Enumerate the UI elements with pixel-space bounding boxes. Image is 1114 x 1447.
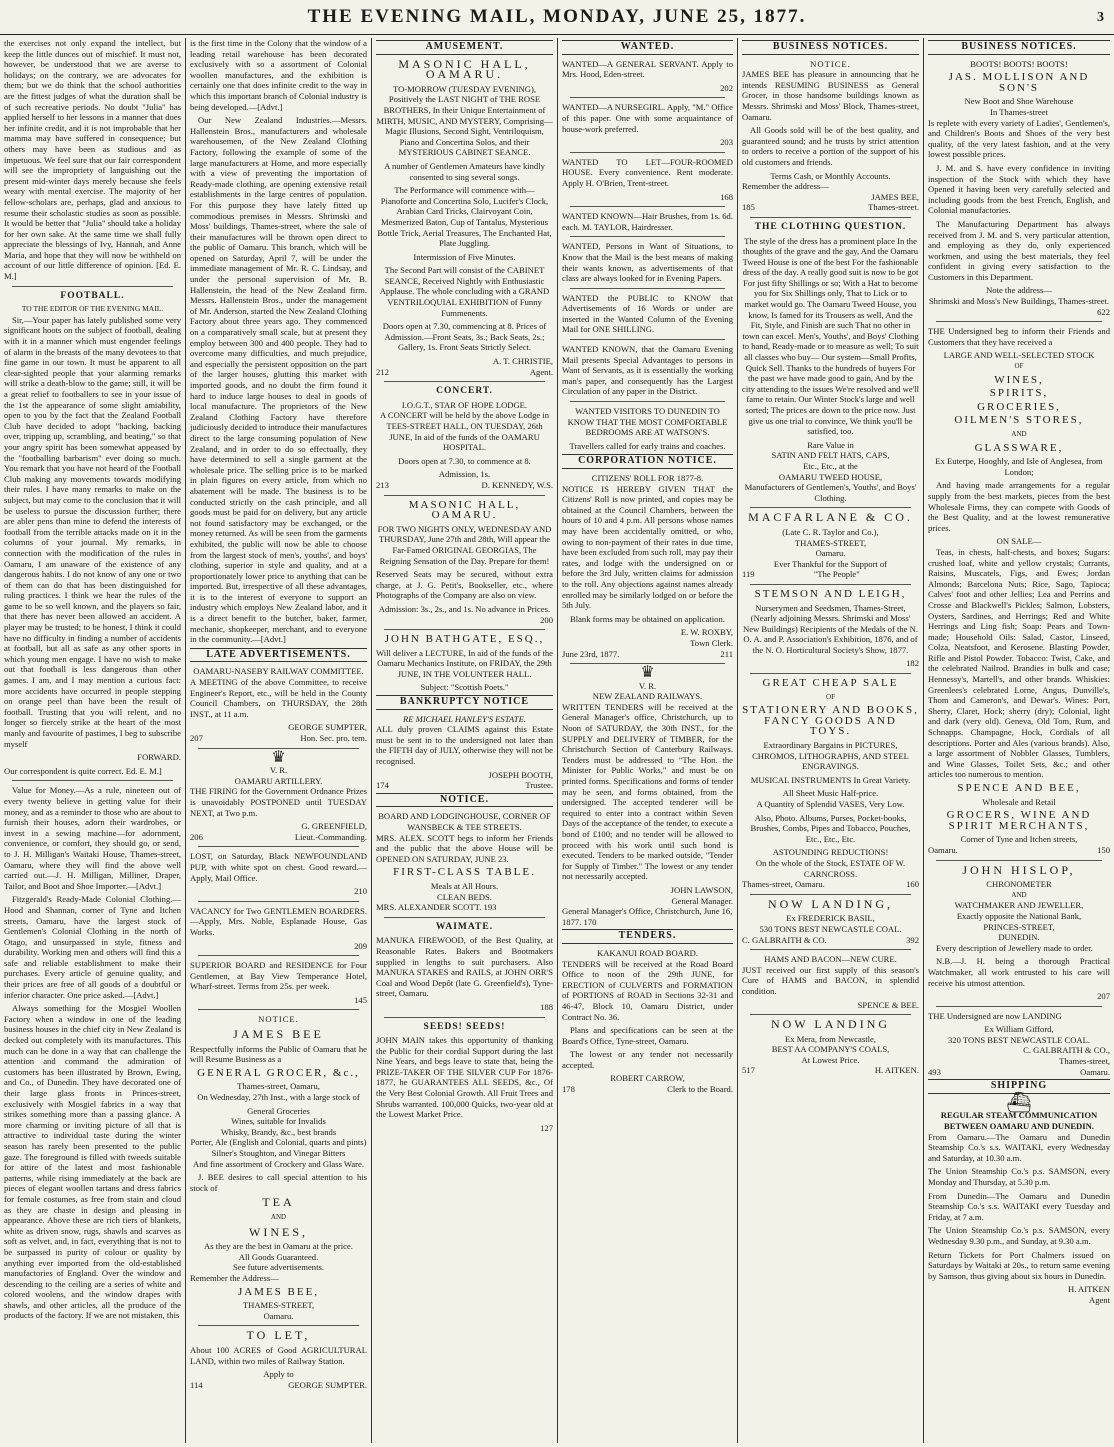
divider <box>384 1017 545 1018</box>
royal-crest-icon: ♛ <box>640 664 655 682</box>
ad-number: 392 <box>906 934 919 945</box>
column-4 <box>558 38 738 1443</box>
ad-number: 119 <box>742 569 755 580</box>
bee-name: JAMES BEE, <box>871 191 919 202</box>
to-let-apply: Apply to <box>263 1369 294 1380</box>
woollen-paragraph-cont: is the first time in the Colony that the window of a leading retail warehouse has been decorated exclusively with so a assortment of Colonial woollen manufactures, and the exhibition is certainly one that does infinite credit to the way in which this important branch of Colonial industry is being developed.—[Advt.] <box>190 38 367 112</box>
ad-number: 182 <box>906 658 919 669</box>
column-1 <box>0 38 186 1443</box>
bee-remember: Remember the Address— <box>190 1272 279 1283</box>
divider <box>750 673 911 674</box>
james-bee-name: JAMES BEE <box>233 1027 324 1042</box>
divider <box>198 955 359 956</box>
und-ships: Ex Euterpe, Hooghly, and Isle of Anglesea, from London; <box>935 456 1103 477</box>
hislop-nb: N.B.—J. H. being a thorough Practical Watchmaker, all work entrusted to his care will receive his utmost attention. <box>928 956 1110 988</box>
ad-number: 206 <box>190 831 203 842</box>
galbraith-street: Thames-street, <box>1059 1056 1110 1067</box>
wanted-to-let: WANTED TO LET—FOUR-ROOMED HOUSE. Every convenience. Rent moderate. Apply H. O'Brien, Trent-street. <box>562 156 733 188</box>
masonic-interval: Intermission of Five Minutes. <box>413 251 516 262</box>
wanted-servant: WANTED—A GENERAL SERVANT. Apply to Mrs. Hood, Eden-street. <box>562 58 733 80</box>
ad-number: 170 <box>583 916 597 927</box>
spence-bee-town: Oamaru. <box>928 844 958 855</box>
divider <box>384 495 545 496</box>
divider <box>936 1006 1102 1007</box>
georgias-body: FOR TWO NIGHTS ONLY, WEDNESDAY AND THURSDAY, June 27th and 28th, Will appear the Far-Famed ORIGINAL GEORGIAS, The Reigning Sensation of the Day. Prepare for them! <box>377 523 552 566</box>
ad-number: 207 <box>190 733 203 743</box>
ad-number: 203 <box>720 137 733 148</box>
stemson-body: (Nearly adjoining Messrs. Shrimski and Moss' New Buildings) Recipients of the Medals of the N. O. A. and P. Association's Exhibition, 1876, and of the N. O. Horticultural Society's Show, 1877. <box>743 613 918 655</box>
nz-railways-body: WRITTEN TENDERS will be received at the General Manager's office, Christchurch, up to Noon of SATURDAY, the 30th INST., for the SUPPLY and DELIVERY of TIMBER, for the Christchurch Section of Canterbury Railways. Tenders must be addressed to "The Hon. the Minister for Public Works," and must be on printed forms. Specifications and forms of tender may be seen, and forms obtained, from the undersigned. The accepted tenderer will be required to enter into a contract within Seven Days of the acceptance of the tender, to execute a bond of £100; and no tender will be allowed to proceed with his work until such bond is executed. Tenders to be marked outside, "Tender for Supply of Timber." The lowest or any tender not necessarily accepted. <box>562 701 733 882</box>
to-let-signature: GEORGE SUMPTER. <box>288 1379 367 1390</box>
ad-number: 209 <box>354 940 367 951</box>
bee-special: J. BEE desires to call special attention to his stock of <box>190 1172 367 1193</box>
shipping-samson-2: The Union Steamship Co.'s p.s. SAMSON, every Wednesday 9.30 p.m., and Sunday, at 9.30 a.m. <box>928 1225 1110 1246</box>
newcastle-coal: 320 TONS BEST NEWCASTLE COAL. <box>947 1034 1091 1045</box>
bankruptcy-body: ALL duly proven CLAIMS against this Estate must be sent in to the undersigned not later than the FIFTH day of JULY, otherwise they will not be recognised. <box>376 724 553 767</box>
bee-tea: TEA <box>262 1195 295 1210</box>
kakanui-lowest: The lowest or any tender not necessarily accepted. <box>562 1049 733 1070</box>
on-sale-heading: ON SALE— <box>996 536 1042 547</box>
wanted-known-mail: WANTED KNOWN, that the Oamaru Evening Mail presents Special Advantages to persons in Want of Servants, as it is essentially the working man's paper, and consequently has the Largest Circulation of any paper in the District. <box>562 344 733 397</box>
mollison-street: In Thames-street <box>990 106 1048 117</box>
divider <box>750 949 911 950</box>
gc-musical: MUSICAL INSTRUMENTS In Great Variety. <box>750 774 911 785</box>
ad-number: 168 <box>720 191 733 202</box>
masonic-performance: The Performance will commence with— Pianoforte and Concertina Solo, Lucifer's Clock, Arabian Card Tricks, Clairvoyant Coin, Mesmerized Baton, Cup of Tantalus, Mysterious Bottle Trick, Aerial Treasures, The Enchanted Hat, Plate Juggling. <box>377 185 552 249</box>
mollison-body-2: J. M. and S. have every confidence in inviting inspection of the Stock with which they have Opened it having been very carefully selected and including goods from the best French, English, and Colonial manufactories. <box>928 162 1110 216</box>
bathgate-lecture: Will deliver a LECTURE, In aid of the funds of the Oamaru Mechanics Institute, on FRIDAY, the 29th JUNE, IN THE VOLUNTEER HALL. <box>376 647 553 679</box>
ad-number: 212 <box>376 366 389 377</box>
masonic-role: Agent. <box>529 366 553 377</box>
undersigned-intro: THE Undersigned beg to inform their Friends and Customers that they have received a <box>928 326 1110 347</box>
ad-number: 150 <box>1097 844 1110 855</box>
waimate-heading: WAIMATE. <box>435 921 494 932</box>
und-glassware: GLASSWARE, <box>974 441 1064 454</box>
ad-number: 178 <box>562 1084 575 1095</box>
hams-bacon-body: JUST received our first supply of this season's Cure of HAMS and BACON, in splendid condition. <box>742 964 919 996</box>
concert-body: A CONCERT will be held by the above Lodge in TEES-STREET HALL, ON TUESDAY, 26th JUNE, In aid of the funds of the OAMARU HOSPITAL. <box>379 410 550 453</box>
undersigned-landing: THE Undersigned are now LANDING <box>928 1010 1062 1021</box>
tenders-heading: TENDERS. <box>562 929 733 944</box>
masonic-hall-title: MASONIC HALL, OAMARU. <box>398 56 531 82</box>
notice-heading: NOTICE. <box>258 1014 299 1025</box>
iogt-title: I.O.G.T., STAR OF HOPE LODGE. <box>401 399 528 410</box>
now-landing-2-title: NOW LANDING <box>770 1017 891 1032</box>
james-bee-notice: JAMES BEE has pleasure in announcing that he intends RESUMING BUSINESS as General Grocer, in those handsome buildings known as Messrs. Shrimski and Moss' Block, Thames-street, Oamaru. <box>742 69 919 122</box>
bee-and: AND <box>270 1212 287 1221</box>
stationery-books: STATIONERY AND BOOKS, FANCY GOODS AND TOYS. <box>742 704 919 738</box>
ad-number: 114 <box>190 1379 203 1390</box>
georgias-admission: Admission: 3s., 2s., and 1s. No advance in Prices. <box>378 603 551 614</box>
mollison-title: JAS. MOLLISON AND SON'S <box>948 71 1090 94</box>
tweed-manufacturers: Manufacturers of Gentlemen's, Youths', and Boys' Clothing. <box>744 482 917 503</box>
vacancy-ad: VACANCY for Two GENTLEMEN BOARDERS.—Apply, Mrs. Noble, Esplanade House, Gas Works. <box>190 905 367 937</box>
gc-also: Also, Photo. Albums, Purses, Pocket-books, Brushes, Combs, Pipes and Tobacco, Pouches, Etc., Etc., Etc. <box>750 812 911 844</box>
divider <box>570 339 725 340</box>
board-lodging-body: MRS. ALEX. SCOTT begs to inform her Friends and the public that the above House will be OPENED ON SATURDAY, JUNE 23. <box>376 832 553 864</box>
bee-grocer: GENERAL GROCER, &c., <box>197 1066 360 1079</box>
hislop-opposite: Exactly opposite the National Bank, <box>956 910 1082 921</box>
macfarlane-street: THAMES-STREET, <box>794 537 867 548</box>
ad-number: 185 <box>742 202 755 213</box>
mollison-body-3: The Manufacturing Department has always received from J. M. and S. very particular attention, and employing as they do, only experienced workmen, and using the best materials, they feel confident in giving every satisfaction to the Customers in this Department. <box>928 218 1110 282</box>
colonial-clothing-paragraph: Fitzgerald's Ready-Made Colonial Clothing.—Hood and Shannan, corner of Tyne and Itchen streets, Oamaru, have the largest stock of Gentlemen's Colonial Clothing in the north of Otago, and unsurpassed in style, fitness and durability. Working men and others will find this a safe and reliable establishment to make their purchases. Every article of genuine quality, and their prices are free of all goods of a doubtful or inferior character. One price asked.—[Advt.] <box>4 894 181 1000</box>
shipping-heading: SHIPPING <box>928 1079 1110 1094</box>
bee-intro: Respectfully informs the Public of Oamaru that he will Resume Business as a <box>190 1043 367 1065</box>
nzr-office: General Manager's Office, Christchurch, June 16, 1877. <box>562 906 733 927</box>
royal-crest-icon: ♛ <box>271 748 286 766</box>
terms-cash: Terms Cash, or Monthly Accounts. <box>770 170 891 181</box>
james-bee-goods: All Goods sold will be of the best quality, and guaranteed sound; and he trusts by strict attention to orders to receive a portion of the support of his old customers and friends. <box>742 125 919 167</box>
nz-industries-paragraph: Our New Zealand Industries.—Messrs. Hallenstein Bros., manufacturers and wholesale warehousemen, of the New Zealand Clothing Factory, following the example of some of the large manufacturers at Home, and more especially with a view of preventing the importation of Ready-made clothing, are opening extensive retail establishments in the large centres of population. For this purpose they have lately fitted up commodious premises in Messrs. Shrimski and Moss' buildings, Thames-street, where the sale of their manufactures will be thrown open direct to the public of Oamaru. This branch, which will be opened on Saturday, April 7, will be under the immediate management of Mr. R. C. Lindsay, and under the personal supervision of Mr. B. Hallenstein, the head of the New Zealand firm. Messrs. Hallenstein Bros., under the management of Mr. Anderson, started the New Zealand Clothing Factory about three years ago. They commenced on a comparatively small scale, but at present they employ between 300 and 400 people. They had to overcome many difficulties, and much prejudice, and especially the persistent opposition on the part of the larger houses, glutting this market with imported goods, and no doubt the firm found it hard to induce large houses to deal in goods of local manufacture. The proprietors of the New Zealand Clothing Factory have therefore judiciously decided to introduce their manufactures direct to the large consuming population of New Zealand, and in order to do so effectually, they have determined to sell a single garment at the wholesale price. The selling price is to be marked in plain figures on every article, from which no abatement will be made. The business is to be conducted strictly on the cash principle, and all goods must be paid for on delivery, but any article not found satisfactory may be exchanged, or the money returned. As will be seen from the garments exhibited, the public will now be able to choose from the largest stock of men's, youths', and boys' clothing, superior in style and quality, and at a proportionately lower price to anything that can be imported. But, irrespective of all these advantages, it is to the interest of everyone to support an industry which employs New Zealand labor, and it is a direct benefit to the butcher, baker, farmer, mechanic, shopkeeper, merchant, and to everyone in the community.—[Advt.] <box>190 115 367 645</box>
artillery-role: Lieut.-Commanding. <box>294 831 367 842</box>
concert-heading: CONCERT. <box>436 386 493 397</box>
macfarlane-people: "The People" <box>813 569 860 580</box>
editorial-text: the exercises not only expand the intellect, but keep the little dunces out of mischief. It must not, however, be understood that we are averse to holidays; on the contrary, we are advocates for them; but we do think that the school authorities are the fittest judges of what the duration shall be of such recreative periods. No doubt "Julia" has applied herself to her lessons in a manner that does her infinite credit, and it is not improbable that her mamma may have suffered in consequence; but others may have been as studious and as impetuous. We feel sure that our fair correspondent will see the impropriety of languishing out the present mid-winter days merely because she feels weary with mental exercise. The majority of her fellow-scholars are, perhaps, glad and anxious to resume their scholastic studies as soon as possible. It would be better that "Julia" should take a holiday for her own sake. At the same time we shall fully appreciate the blessings of Ivy, Hannah, and Anne Maria, and hope that they will now be withheld on account of our little difference of opinion. [Ed. E. M.] <box>4 38 181 282</box>
football-letter: Sir,—Your paper has lately published some very significant hoots on the subject of football, dealing with it in a manner which must engender feelings of alarm in the breasts of the many devotees to that fine game in our town. It must be apparent to all clear-sighted people that your alarming remarks will strike a death-blow to the game; still, it will be a great relief to footballers to see in your issue of the 1st the appearance of some slight amiability, open to you by the fact that the Zealand Football Club have decided to adopt "hacking, backing over, tripping up, scrambling, and beating," so that your angry spirit has been somewhat appeased by the "footballing barbarism" ever doing so much. You remark that you have not heard of the Football Club making any movements towards modifying their rules. I have many remarks to make on the subject, but may come to the conclusion that it will be useless to pursue the discussion further; there are abler pens than mine to defend the interests of football from the terrible attacks made on it in the columns of your journal. My remarks, in connection with the modification of the rules in Oamaru, I am unaware of the existence of any dangerous habits. I do not know of any one or two of them can do that has been distinguished for ruling practices. I think we hear the rules of the game to be so well known, and the players so fair, that there has never been allowed an accident. A player may be trusted; to be honest, I think it could have no difficulty in finding a number of accidents at football, but all as safe as any other sports in which young men engage. I have no wish to make out that football is less dangerous than other games. I am, and I may mention a curious fact: more accidents have occurred in people stepping on orange peel than have been the result of football. Trusting that you will relent, and no longer so fiercely strike at the heart of the most manly and favourite of pastimes, I beg to subscribe myself <box>4 314 181 749</box>
amusement-heading: AMUSEMENT. <box>376 40 553 55</box>
ad-number: 211 <box>720 648 733 659</box>
ad-number: 174 <box>376 780 389 791</box>
bee-town: Oamaru. <box>263 1310 294 1321</box>
masonic-doors: Doors open at 7.30, commencing at 8. Prices of Admission.—Front Seats, 3s.; Back Seats, 2s.; Gallery, 1s. Front Seats Strictly Select. <box>382 321 547 353</box>
divider <box>384 629 545 630</box>
divider <box>570 401 725 402</box>
und-oilmen: OILMEN'S STORES, <box>954 414 1084 427</box>
divider <box>570 97 725 98</box>
divider <box>750 1014 911 1015</box>
macfarlane-thanks: Ever Thankful for the Support of <box>773 558 888 569</box>
artillery-body: THE FIRING for the Government Ordnance Prizes is unavoidably POSTPONED until TUESDAY NEXT, at Two p.m. <box>190 786 367 818</box>
concert-signature: D. KENNEDY, W.S. <box>481 479 553 490</box>
kakanui-title: KAKANUI ROAD BOARD. <box>597 947 698 958</box>
masonic-signature: A. T. CHRISTIE, <box>492 356 553 367</box>
galbraith-signature: C. GALBRAITH & CO. <box>742 934 827 945</box>
ad-number: 127 <box>540 1122 553 1133</box>
gc-address: Thames-street, Oamaru. <box>742 879 825 890</box>
gc-estate: On the whole of the Stock, ESTATE OF W. CARNCROSS. <box>755 857 906 879</box>
bee-future: See future advertisements. <box>233 1262 324 1273</box>
letter-signature: FORWARD. <box>137 752 181 763</box>
gc-sheet-music: All Sheet Music Half-price. <box>782 788 879 799</box>
stemson-sub: Nurserymen and Seedsmen, Thames-Street, <box>755 602 906 613</box>
value-for-money-paragraph: Value for Money.—As a rule, nineteen out of every twenty believe in getting value for their money, and as a reminder to those who are about to furnish their houses, adorn their wardrobes, or invest in a sewing machine—for adornment, convenience, or comfort, they should go, or send, to J. H. Milligan's Waitaki House, Thames-street, Oamaru, where they will find the above well carried out.—J. H. Milligan, Milliner, Draper, Tailor, and Boot and Shoe Importer.—[Advt.] <box>4 785 181 891</box>
wanted-visitors: WANTED VISITORS TO DUNEDIN TO KNOW THAT THE MOST COMFORTABLE BEDROOMS ARE AT WATSON'S. <box>567 406 728 438</box>
citizens-roll-body: NOTICE IS HEREBY GIVEN THAT the Citizens' Roll is now printed, and copies may be obtained at the Council Chambers, between the hours of 10 and 4 p.m. All persons whose names may have been accidentally omitted, or who, owing to non-payment of their rates in due time, have been excluded from such roll, may pay their rates, and lodge with the undersigned on or before the 3rd July, written claims for admission to the roll. Any objections against names already enrolled may be similarly lodged on or before the 5th July. <box>562 483 733 611</box>
divider <box>936 321 1102 322</box>
clothing-poem: The style of the dress has a prominent place In the thoughts of the grave and the gay, And the Oamaru Tweed House is one of the best For the fashionable dress of the day. A really good suit is now to be got For just fifty Shillings or so; With a Hat to become you for Six Shillings only, That to Lick or to market would go. The Oamaru Tweed House, you know, Is famed for its Trousers as well, And the Fit, Style, and Finish are such That no other in town can excel. Men's, Youths', and Boys' Clothing to hand, Ready-made or to measure as well; To suit all classes who buy— Our system—Small Profits, Quick Sell. Thanks to the hundreds of buyers For the past we have made good to gain, And by the city attending to the issues We're resolved and we'll fame to retain. Our Winter Stock's large and well sorted; The prices are down to the price now. Just give us one trial to convince, We think you'll be satisfied, too. <box>742 235 919 437</box>
mollison-sub: New Boot and Shoe Warehouse <box>964 96 1074 107</box>
georgias-reserved: Reserved Seats may be secured, without extra charge, at J. G. Petit's, Bookseller, etc., where Photographs of the Company are also on view. <box>376 569 553 601</box>
divider <box>384 381 545 382</box>
bathgate-subject: Subject: "Scottish Poets." <box>420 682 509 693</box>
railway-committee-body: A MEETING of the above Committee, to receive Engineer's Report, etc., will be held in the County Council Chambers, on THURSDAY, the 28th INST., at 11 a.m. <box>190 677 367 719</box>
ad-number: 622 <box>1097 306 1110 317</box>
football-heading: FOOTBALL. <box>60 290 125 301</box>
kakanui-plans: Plans and specifications can be seen at the Board's Office, Tyne-street, Oamaru. <box>562 1025 733 1046</box>
railway-signature: GEORGE SUMPTER, <box>288 722 367 733</box>
divider <box>750 894 911 895</box>
etc-at-the: Etc., Etc., at the <box>803 460 858 471</box>
und-and: AND <box>1011 430 1027 438</box>
divider <box>570 236 725 237</box>
vr-mark: V. R. <box>638 680 657 691</box>
masonic-second-part: The Second Part will consist of the CABINET SEANCE, Received Nightly with Enthusiastic Applause. The whole concluding with a GRAND VENTRILOQUIAL EXHIBITION of Funny Fummenents. <box>379 265 550 318</box>
shipping-return-tickets: Return Tickets for Port Chalmers issued on Saturdays by Waitaki at 20s., to return same evening by Samson, thus giving about six hours in Dunedin. <box>928 1249 1110 1281</box>
ad-number: 493 <box>928 1066 941 1077</box>
wanted-heading: WANTED. <box>562 40 733 55</box>
notice-heading: NOTICE. <box>810 58 851 69</box>
page-number: 3 <box>1097 10 1104 25</box>
kakanui-signature: ROBERT CARROW, <box>610 1073 685 1084</box>
bee-street: Thames-street. <box>868 202 919 213</box>
wanted-nursegirl: WANTED—A NURSEGIRL. Apply, "M." Office of this paper. One with some acquaintance of house-work preferred. <box>562 102 733 134</box>
masonic-hall-body: TO-MORROW (TUESDAY EVENING), Positively the LAST NIGHT of THE ROSE BROTHERS, In their Unique Entertainment of MIRTH, MUSIC, AND MYSTERY, Comprising— Magic Illusions, Second Sight, Ventriloquism, Piano and Concertina Solos, and their MYSTERIOUS CABINET SEANCE. <box>376 83 553 158</box>
divider <box>198 901 359 902</box>
on-sale-list: Teas, in chests, half-chests, and boxes; Sugars: crushed loaf, white and yellow crystals; Currants, Raisins, Muscatels, Figs, and Ewes; Jordan Almonds; Barcelona Nuts; Rice, Sago, Tapioca; Calves' foot and other Jellies; Lea and Perrins and Crosse and Blackwell's Pickles; Salmon, Lobsters, Oysters, Sardines, and Herrings; Red and White Herrings and Ling fish; Soap: Pears and Town-made; Household Oils: Salad, Castor, Linseed, Colza, Neatsfoot, and Kerosene. Blasting Powder, Rifle and Pistol Powder. Tobacco: Twist, Cake, and the celebrated Nailrod. Brandies in bulk and case; Hennessy's, Martell's, and other brands. Whiskies: Greenlees's celebrated Lorne, Angus, Dunville's, Thom and Cameron's, and Dewar's. Wines: Port, Sherry, Claret, Hock; sherry (dry); Colonial, light and dark (very old). Geneva, Old Tom, Rum, and Schnapps. Champagne, Hock, Cordials of all descriptions. Porter and Ales (various brands). Also, a large assortment of Nobbler Glasses, Tumblers, and Wine Glasses, Toilet Sets, &c.; and other articles too numerous to mention. <box>928 546 1110 780</box>
divider <box>750 584 911 585</box>
gc-of: OF <box>826 692 835 701</box>
bankruptcy-signature: JOSEPH BOOTH, <box>488 769 553 780</box>
macfarlane-late: (Late C. R. Taylor and Co.), <box>782 526 879 537</box>
aitken-agent-signature: H. AITKEN <box>1067 1284 1110 1295</box>
shipping-samson: The Union Steamship Co.'s p.s. SAMSON, every Monday and Thursday, at 5.30 p.m. <box>928 1166 1110 1187</box>
galbraith-signature: C. GALBRAITH & CO., <box>1023 1045 1110 1056</box>
macfarlane-title: MACFARLANE & CO. <box>748 510 913 525</box>
mollison-body: Is replete with every variety of Ladies', Gentlemen's, and Children's Boots and Shoes of the very best quality, of the very latest fashion, and at the very lowest possible prices. <box>928 117 1110 160</box>
bathgate-title: JOHN BATHGATE, ESQ., <box>384 633 545 646</box>
ad-number: 207 <box>1097 991 1110 1002</box>
ad-number: 210 <box>354 886 367 897</box>
ad-number: 213 <box>376 479 389 490</box>
gc-reductions: ASTOUNDING REDUCTIONS! <box>772 847 889 858</box>
bee-best: As they are the best in Oamaru at the price. <box>204 1241 353 1252</box>
corporation-heading: CORPORATION NOTICE. <box>562 454 733 469</box>
meals-all-hours: Meals at All Hours. <box>430 880 499 891</box>
bee-opening: On Wednesday, 27th Inst., with a large stock of <box>197 1092 360 1103</box>
newspaper-title: THE EVENING MAIL, MONDAY, JUNE 25, 1877. <box>307 6 807 27</box>
masthead <box>0 0 1114 35</box>
ad-number: 517 <box>742 1065 755 1076</box>
clothing-question-heading: THE CLOTHING QUESTION. <box>754 221 907 232</box>
und-spirits: SPIRITS, <box>989 387 1049 400</box>
stemson-title: STEMSON AND LEIGH, <box>754 587 907 600</box>
bankruptcy-heading: BANKRUPTCY NOTICE <box>376 695 553 710</box>
spence-bee-sub: Wholesale and Retail <box>982 796 1056 807</box>
nzr-role: General Manager. <box>671 895 733 906</box>
hislop-street: PRINCES-STREET, <box>983 921 1055 932</box>
und-wines: WINES, <box>994 373 1044 386</box>
railway-role: Hon. Sec. pro. tem. <box>300 733 367 743</box>
notice-heading: NOTICE. <box>376 793 553 808</box>
boots-heading: BOOTS! BOOTS! BOOTS! <box>970 58 1068 69</box>
hams-bacon-title: HAMS AND BACON—NEW CURE. <box>764 954 897 965</box>
kakanui-body: TENDERS will be received at the Road Board Office to noon of the 29th JUNE, for ERECTION of CULVERTS and FORMATION of PORTIONS of ROAD in Sections 32-31 and 46-47, Block 10, Oamaru District, under Contract No. 36. <box>562 958 733 1022</box>
divider <box>198 1325 359 1326</box>
satin-hats: SATIN AND FELT HATS, CAPS, <box>771 450 890 461</box>
divider <box>570 288 725 289</box>
wanted-public: WANTED the PUBLIC to KNOW that Advertisements of 16 Words or under are inserted in the Wanted Column of the Evening Mail for ONE SHILLING. <box>562 292 733 335</box>
mosgiel-woollen-paragraph: Always something for the Mosgiel Woollen Factory when a window in one of the leading business houses in the chief city in New Zealand is decked out completely with its manufactures. This much can be done in a way that can challenge the attention and command the admiration of customers has been illustrated by Brown, Ewing, and Co., of Dunedin. They have decorated one of their large glass fronts in Princes-street, exclusively with Mosgiel fabrics in a way that strikes something more than a passing glance. A more charming or inviting picture of all that is attractive to individual taste during the winter season has rarely been presented to the public gaze. The foreground is filled with tweeds suitable for attire of the latest and most fashionable patterns, while rising immediately at the back are pieces of elegant woollen tartans and dress fabrics for female costumes, as free from stain and cloud as they are chaste in design and pleasing in appearance. Above these are rich tiers of blankets, white as driven snow, rugs, shawls and scarves as soft as velvet, and, in fact, everything that is not to be surpassed in purity of colour or quality by anything ever imported from the old-established manufactories of England. Over the window and descending to the ceiling are a series of white and colored woolens, and the window drapes with shawls, and other articles, all the produce of the products of the factory. If we are not mistaken, this <box>4 1003 181 1321</box>
spence-bee-grocers: GROCERS, WINE AND SPIRIT MERCHANTS, <box>946 809 1092 832</box>
divider <box>570 206 725 207</box>
rare-value: Rare Value in <box>807 439 854 450</box>
seeds-body: JOHN MAIN takes this opportunity of thanking the Public for their cordial Support during the last Nine Years, and begs leave to state that, being the PRIZE-TAKER OF THE SILVER CUP For 1876-1877, he GUARANTEES ALL SEEDS, &c., Of the Very Best Colonial Growth. All Fruit Trees and Shrubs warranted. 100,000 Quicks, two-year old at the Lowest Market Price. <box>376 1035 553 1120</box>
artillery-title: OAMARU ARTILLERY. <box>234 775 323 786</box>
tweed-house: OAMARU TWEED HOUSE, <box>778 471 883 482</box>
remember-address: Remember the address— <box>742 181 829 192</box>
steamship-icon: ⛴ <box>1006 1091 1032 1114</box>
aitken-agent-role: Agent <box>1088 1294 1110 1305</box>
column-2 <box>186 38 372 1443</box>
railway-committee-title: OAMARU-NASEBY RAILWAY COMMITTEE. <box>193 666 364 677</box>
divider <box>750 217 911 218</box>
steam-communication-title: REGULAR STEAM COMMUNICATION BETWEEN OAMARU AND DUNEDIN. <box>940 1110 1098 1132</box>
editor-note: Our correspondent is quite correct. Ed. E. M.] <box>4 765 162 776</box>
wanted-visitors-tail: Travellers called for early trains and coaches. <box>569 440 726 451</box>
bankruptcy-estate: RE MICHAEL HANLEY'S ESTATE. <box>403 713 526 724</box>
great-cheap-sale: GREAT CHEAP SALE <box>762 677 899 690</box>
manuka-firewood-ad: MANUKA FIREWOOD, of the Best Quality, at Reasonable Rates. Bakers and Bootmakers supplied in lengths to suit purchasers. Also MANUKA STAKES and RAILS, at JOHN ORR'S Coal and Wood Depôt (late G. Greenfield's), Tyne-street, Oamaru. <box>376 935 553 999</box>
to-let-title: TO LET, <box>246 1328 311 1343</box>
ad-number: 145 <box>354 994 367 1005</box>
concert-admission: Admission, 1s. <box>438 469 491 480</box>
divider <box>198 1009 359 1010</box>
hislop-title: JOHN HISLOP, <box>962 862 1076 877</box>
bee-address: Thames-street, Oamaru, <box>237 1081 320 1092</box>
now-landing-ex: Ex FREDERICK BASIL, <box>786 913 875 924</box>
artillery-signature: G. GREENFIELD, <box>301 821 367 832</box>
divider <box>750 507 911 508</box>
now-landing-coal: 530 TONS BEST NEWCASTLE COAL. <box>759 923 902 934</box>
column-6 <box>924 38 1114 1443</box>
blank-forms: Blank forms may be obtained on application. <box>570 613 725 624</box>
column-3 <box>372 38 558 1443</box>
column-5 <box>738 38 924 1443</box>
clean-beds: CLEAN BEDS. <box>437 891 492 902</box>
bee-stock-list: General Groceries Wines, suitable for Invalids Whisky, Brandy, &c., best brands Porter, Ale (English and Colonial, quarts and pints) Silner's Stoughton, and Vinegar Bitters And fine assortment of Crockery and Glass Ware. <box>190 1105 367 1169</box>
first-class-table: FIRST-CLASS TABLE. <box>393 866 536 879</box>
spence-bee-corner: Corner of Tyne and Itchen streets, <box>960 834 1078 845</box>
divider <box>12 286 173 287</box>
large-stock: LARGE AND WELL-SELECTED STOCK <box>943 350 1095 361</box>
bee-street: THAMES-STREET, <box>242 1300 315 1311</box>
bee-name-2: JAMES BEE, <box>237 1285 320 1298</box>
now-landing-title: NOW LANDING, <box>767 896 894 911</box>
page-columns <box>0 38 1114 1443</box>
galbraith-town: Oamaru. <box>1080 1066 1110 1077</box>
now-landing-2-ex: Ex Mera, from Newcastle, <box>785 1033 876 1044</box>
hislop-body: Every description of Jewellery made to order. <box>936 942 1093 953</box>
divider <box>12 780 173 781</box>
spence-bee-signature: SPENCE & BEE. <box>857 999 919 1010</box>
bee-guaranteed: All Goods Guaranteed. <box>238 1251 319 1262</box>
lowest-price: At Lowest Price. <box>801 1054 860 1065</box>
shipping-from-oamaru: From Oamaru.—The Oamaru and Dunedin Steamship Co.'s s.s. WAITAKI, every Wednesday and Saturday, at 10.30 a.m. <box>928 1131 1110 1163</box>
gc-vases: A Quantity of Splendid VASES, Very Low. <box>756 799 905 809</box>
hislop-town: DUNEDIN. <box>998 932 1040 943</box>
to-editor-line: TO THE EDITOR OF THE EVENING MAIL. <box>21 304 164 314</box>
best-aa-coals: BEST AA COMPANY'S COALS, <box>771 1044 890 1055</box>
spence-bee-title: SPENCE AND BEE, <box>957 782 1081 794</box>
seeds-heading: SEEDS! SEEDS! <box>423 1021 506 1032</box>
macfarlane-town: Oamaru. <box>815 548 846 559</box>
corp-date: June 23rd, 1877. <box>562 648 620 659</box>
wanted-hair-brushes: WANTED KNOWN—Hair Brushes, from 1s. 6d. each. M. TAYLOR, Hairdresser. <box>562 211 733 232</box>
divider <box>384 917 545 918</box>
business-notices-heading: BUSINESS NOTICES. <box>928 40 1110 55</box>
divider <box>570 152 725 153</box>
business-notices-heading: BUSINESS NOTICES. <box>742 40 919 55</box>
aitken-signature: H. AITKEN. <box>874 1065 919 1076</box>
masonic-hall-2-title: MASONIC HALL, OAMARU. <box>408 498 521 522</box>
board-signature: MRS. ALEXANDER SCOTT. <box>376 902 482 913</box>
corp-role: Town Clerk. <box>690 637 733 648</box>
lost-dog-ad: LOST, on Saturday, Black NEWFOUNDLAND PUP, with white spot on chest. Good reward.—Apply, Mail Office. <box>190 851 367 883</box>
board-residence-ad: SUPERIOR BOARD and RESIDENCE for Four Gentlemen, at Bay View Temperance Hotel, Wharf-street. Terms from 25s. per week. <box>190 960 367 992</box>
citizens-roll-title: CITIZENS' ROLL FOR 1877-8. <box>591 473 704 483</box>
divider <box>198 846 359 847</box>
william-gifford: Ex William Gifford, <box>984 1024 1054 1035</box>
masonic-amateurs: A number of Gentlemen Amateurs have kindly consented to sing several songs. <box>384 160 545 182</box>
late-advertisements-heading: LATE ADVERTISEMENTS. <box>190 648 367 663</box>
concert-doors: Doors open at 7.30, to commence at 8. <box>398 455 531 466</box>
ad-number: 202 <box>720 82 733 93</box>
ad-number: 200 <box>540 614 553 625</box>
bee-wines: WINES, <box>249 1224 308 1239</box>
nzr-signature: JOHN LAWSON, <box>670 884 733 895</box>
to-let-body: About 100 ACRES of Good AGRICULTURAL LAND, within two miles of Railway Station. <box>190 1344 367 1366</box>
gc-bargains: Extraordinary Bargains in PICTURES, CHROMOS, LITHOGRAPHS, AND STEEL ENGRAVINGS. <box>752 740 909 772</box>
und-arrangements: And having made arrangements for a regular supply from the best markets, pieces from the best Wholesale Firms, they can compete with Goods of the Best Quality, and at the lowest remunerative prices. <box>928 480 1110 533</box>
wanted-situations: WANTED, Persons in Want of Situations, to Know that the Mail is the best means of making their wants known, as advertisements of that class are always looked for in Evening Papers. <box>562 241 733 284</box>
ad-number: 160 <box>906 879 919 890</box>
ad-number: 188 <box>540 1001 553 1012</box>
bankruptcy-role: Trustee. <box>525 780 553 791</box>
und-of: OF <box>1014 362 1024 371</box>
und-groceries: GROCERIES, <box>977 400 1061 413</box>
corp-signature: E. W. ROXBY, <box>680 627 733 638</box>
hislop-watchmaker: WATCHMAKER AND JEWELLER, <box>954 900 1084 911</box>
mollison-address: Shrimski and Moss's New Buildings, Thames-street. <box>928 296 1110 307</box>
hislop-and: AND <box>1011 890 1027 899</box>
vr-mark: V. R. <box>269 765 288 776</box>
kakanui-role: Clerk to the Board. <box>667 1084 733 1095</box>
hislop-chronometer: CHRONOMETER <box>986 879 1052 890</box>
ad-number: 193 <box>483 902 497 913</box>
shipping-from-dunedin: From Dunedin—The Oamaru and Dunedin Steamship Co.'s s.s. WAITAKI every Tuesday and Friday, at 7 a.m. <box>928 1190 1110 1222</box>
nz-railways-title: NEW ZEALAND RAILWAYS. <box>592 691 703 702</box>
divider <box>936 860 1102 861</box>
mollison-note: Note the address— <box>986 285 1052 296</box>
board-lodging-title: BOARD AND LODGINGHOUSE, CORNER OF WANSBECK & TEE STREETS. <box>378 811 551 832</box>
